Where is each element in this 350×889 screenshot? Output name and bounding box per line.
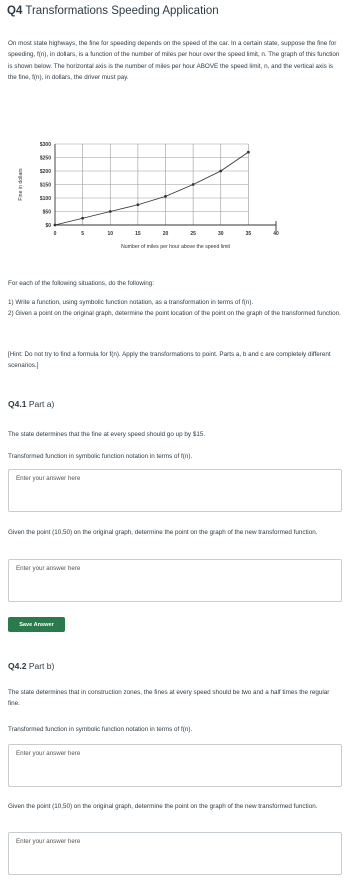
instruction-step-1: 1) Write a function, using symbolic function notation, as a transformation in terms of f(n). bbox=[8, 299, 254, 306]
part-b-function-answer-box[interactable] bbox=[8, 744, 342, 787]
question-number: Q4 bbox=[7, 5, 23, 17]
y-tick-label: $100 bbox=[39, 195, 51, 202]
part-b-function-input[interactable] bbox=[16, 750, 316, 757]
data-point bbox=[192, 183, 195, 186]
y-axis-title: Fine in dollars bbox=[18, 168, 24, 201]
data-point bbox=[136, 203, 139, 206]
fine-function-line bbox=[55, 152, 248, 225]
y-tick-label: $0 bbox=[45, 222, 51, 229]
part-a-function-prompt: Transformed function in symbolic function notation in terms of f(n). bbox=[8, 453, 193, 460]
part-a-number: Q4.1 bbox=[8, 399, 27, 409]
part-a-label: Part a) bbox=[28, 399, 55, 409]
x-tick-label: 0 bbox=[53, 231, 57, 237]
y-tick-label: $50 bbox=[42, 209, 51, 216]
data-point bbox=[81, 217, 84, 220]
x-tick-label: 35 bbox=[245, 231, 252, 237]
save-answer-button[interactable]: Save Answer bbox=[8, 617, 65, 632]
data-point bbox=[54, 224, 57, 227]
part-a-function-answer-box[interactable] bbox=[8, 469, 342, 512]
part-b-function-prompt: Transformed function in symbolic function notation in terms of f(n). bbox=[8, 726, 193, 733]
x-tick-label: 15 bbox=[135, 231, 141, 237]
data-point bbox=[219, 170, 222, 173]
x-axis-title: Number of miles per hour above the speed limit bbox=[121, 244, 230, 250]
part-b-heading bbox=[8, 661, 54, 671]
x-tick-label: 25 bbox=[190, 231, 196, 237]
instruction-step-2: 2) Given a point on the original graph, determine the point location of the point on the graph of the transformed function. bbox=[8, 310, 341, 317]
part-b-scenario: The state determines that in construction zones, the fines at every speed should be two and a half times the regular fine. bbox=[8, 689, 330, 707]
question-title-text: Transformations Speeding Application bbox=[25, 5, 219, 17]
data-point bbox=[164, 195, 167, 198]
part-a-heading bbox=[8, 399, 54, 409]
x-tick-label: 20 bbox=[162, 231, 169, 237]
y-tick-label: $150 bbox=[39, 182, 51, 189]
part-a-point-prompt: Given the point (10,50) on the original graph, determine the point on the graph of the new transformed function. bbox=[8, 529, 318, 536]
part-a-point-answer-box[interactable] bbox=[8, 559, 342, 602]
x-tick-label: 5 bbox=[81, 231, 85, 237]
part-b-point-answer-box[interactable] bbox=[8, 832, 342, 875]
part-b-number: Q4.2 bbox=[8, 661, 27, 671]
part-a-function-input[interactable] bbox=[16, 475, 316, 482]
x-tick-label: 40 bbox=[273, 231, 279, 237]
speeding-fine-chart bbox=[0, 138, 350, 256]
instructions-intro: For each of the following situations, do the following: bbox=[8, 280, 154, 287]
x-tick-label: 30 bbox=[217, 231, 224, 237]
part-b-point-prompt: Given the point (10,50) on the original graph, determine the point on the graph of the new transformed function. bbox=[8, 803, 318, 810]
data-point bbox=[109, 210, 112, 213]
question-title bbox=[7, 5, 219, 17]
part-a-scenario: The state determines that the fine at every speed should go up by $15. bbox=[8, 431, 206, 438]
y-tick-label: $300 bbox=[39, 141, 51, 148]
x-tick-label: 10 bbox=[107, 231, 114, 237]
y-tick-label: $250 bbox=[39, 155, 51, 162]
data-point bbox=[247, 151, 250, 154]
y-tick-label: $200 bbox=[39, 168, 51, 175]
part-a-point-input[interactable] bbox=[16, 565, 316, 572]
question-intro: On most state highways, the fine for speeding depends on the speed of the car. In a certain state, suppose the fine for speeding, f(n), in dollars, is a function of the number of miles per hour over the speed limit, n. The graph of this function is shown below. The horizontal axis is the number of miles per hour ABOVE the speed limit, n, and the vertical axis is the fine, f(n), in dollars, the driver must pay. bbox=[8, 40, 340, 82]
part-b-label: Part b) bbox=[28, 661, 55, 671]
part-b-point-input[interactable] bbox=[16, 838, 316, 845]
hint-text: [Hint: Do not try to find a formula for f(n). Apply the transformations to point. Parts a, b and c are completely different scenarios.] bbox=[8, 351, 331, 369]
